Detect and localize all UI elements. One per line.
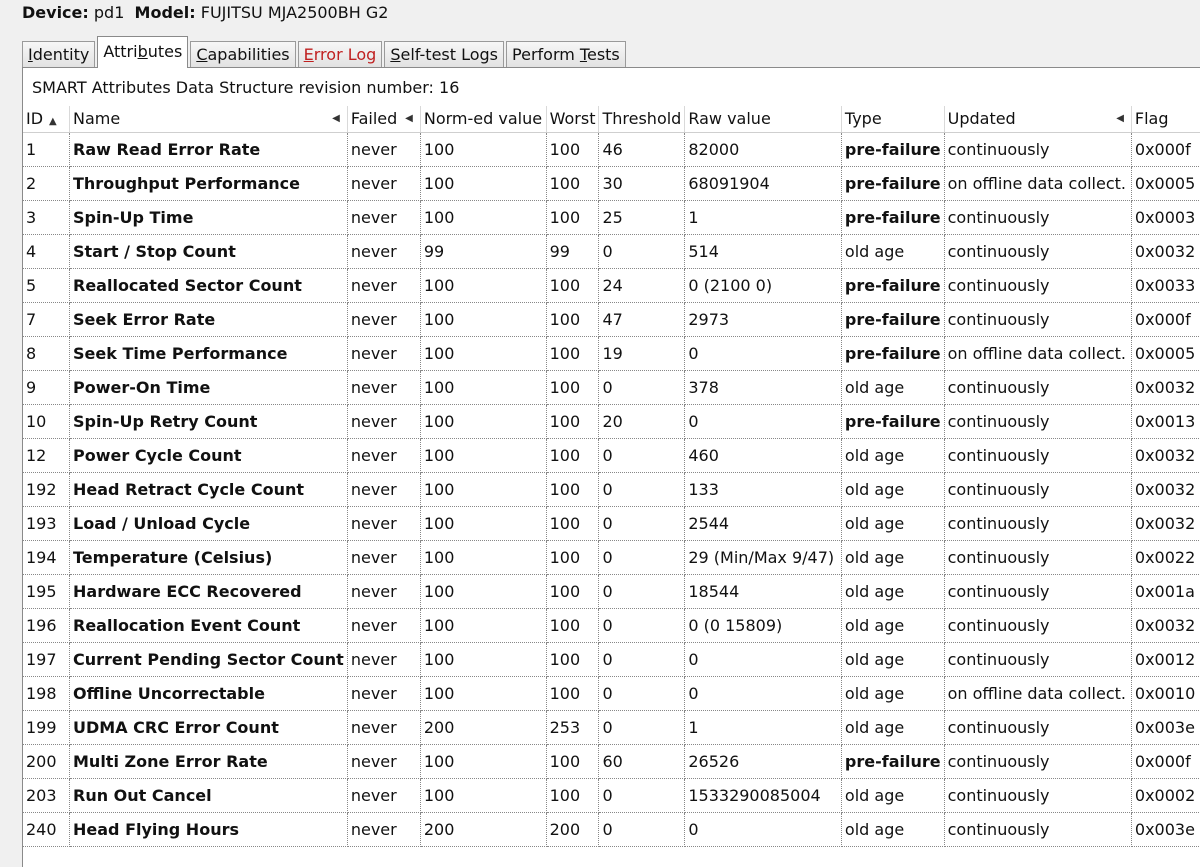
cell-worst: 253 [546,710,599,744]
tab-attributes-label-pre: Attri [103,42,138,61]
cell-normed: 100 [420,608,546,642]
attributes-table [23,106,1200,847]
tab-error-log-label-mnemonic: E [303,45,314,64]
tab-perform-tests-label-pre: Perform [512,45,580,64]
table-row[interactable] [23,540,1200,574]
cell-worst: 100 [546,540,599,574]
cell-worst: 100 [546,506,599,540]
cell-id: 9 [23,370,70,404]
cell-updated: continuously [944,778,1131,812]
table-row[interactable] [23,302,1200,336]
tab-self-test-logs-label-post: elf-test Logs [400,45,499,64]
table-row[interactable] [23,744,1200,778]
cell-id: 195 [23,574,70,608]
cell-name: Load / Unload Cycle [70,506,348,540]
cell-updated: on offline data collect. [944,336,1131,370]
device-header [22,2,388,24]
cell-normed: 100 [420,370,546,404]
tab-perform-tests-label-post: ests [586,45,620,64]
cell-threshold: 0 [599,540,685,574]
model-label: Model: [134,3,196,22]
cell-normed: 100 [420,336,546,370]
table-row[interactable] [23,166,1200,200]
table-row[interactable] [23,200,1200,234]
cell-name: Raw Read Error Rate [70,132,348,166]
cell-name: Power-On Time [70,370,348,404]
cell-name: Start / Stop Count [70,234,348,268]
cell-flag: 0x003e [1131,710,1200,744]
tab-error-log[interactable] [298,41,383,67]
cell-threshold: 20 [599,404,685,438]
table-row[interactable] [23,778,1200,812]
cell-failed: never [347,438,420,472]
cell-failed: never [347,710,420,744]
cell-name: Reallocated Sector Count [70,268,348,302]
cell-type: old age [841,642,944,676]
cell-raw: 0 [685,676,842,710]
cell-updated: continuously [944,438,1131,472]
cell-worst: 200 [546,812,599,846]
cell-updated: continuously [944,302,1131,336]
cell-threshold: 0 [599,778,685,812]
cell-type: old age [841,506,944,540]
cell-normed: 100 [420,472,546,506]
cell-flag: 0x0032 [1131,438,1200,472]
cell-threshold: 0 [599,812,685,846]
cell-name: Hardware ECC Recovered [70,574,348,608]
cell-type: pre-failure [841,200,944,234]
cell-name: Temperature (Celsius) [70,540,348,574]
cell-name: UDMA CRC Error Count [70,710,348,744]
cell-failed: never [347,234,420,268]
table-row[interactable] [23,506,1200,540]
col-header-id[interactable] [23,106,70,132]
cell-threshold: 46 [599,132,685,166]
cell-worst: 100 [546,166,599,200]
cell-type: pre-failure [841,336,944,370]
cell-raw: 0 [685,812,842,846]
cell-flag: 0x0012 [1131,642,1200,676]
cell-updated: continuously [944,200,1131,234]
cell-type: pre-failure [841,404,944,438]
cell-failed: never [347,370,420,404]
col-header-updated[interactable] [944,106,1131,132]
cell-flag: 0x0032 [1131,370,1200,404]
cell-flag: 0x0032 [1131,506,1200,540]
cell-updated: continuously [944,268,1131,302]
cell-flag: 0x000f [1131,302,1200,336]
cell-worst: 100 [546,268,599,302]
tab-identity-label-mnemonic: I [28,45,33,64]
tab-capabilities[interactable] [190,41,295,67]
tab-strip [22,35,628,67]
cell-failed: never [347,472,420,506]
cell-flag: 0x0005 [1131,336,1200,370]
cell-threshold: 0 [599,506,685,540]
device-value: pd1 [93,3,125,22]
cell-type: old age [841,710,944,744]
cell-raw: 18544 [685,574,842,608]
cell-id: 192 [23,472,70,506]
cell-flag: 0x0022 [1131,540,1200,574]
cell-threshold: 0 [599,438,685,472]
cell-name: Throughput Performance [70,166,348,200]
left-arrow-icon: ◀ [405,113,413,125]
table-row[interactable] [23,370,1200,404]
cell-threshold: 0 [599,676,685,710]
cell-failed: never [347,744,420,778]
tab-perform-tests[interactable] [506,41,626,67]
cell-failed: never [347,608,420,642]
col-header-updated-label: Updated [947,109,1016,129]
cell-type: old age [841,778,944,812]
cell-name: Head Retract Cycle Count [70,472,348,506]
cell-raw: 133 [685,472,842,506]
cell-updated: continuously [944,540,1131,574]
cell-normed: 100 [420,778,546,812]
cell-worst: 100 [546,370,599,404]
cell-type: pre-failure [841,166,944,200]
cell-id: 240 [23,812,70,846]
cell-id: 3 [23,200,70,234]
cell-type: old age [841,608,944,642]
cell-failed: never [347,506,420,540]
cell-failed: never [347,166,420,200]
cell-raw: 29 (Min/Max 9/47) [685,540,842,574]
cell-raw: 2544 [685,506,842,540]
cell-updated: on offline data collect. [944,676,1131,710]
table-row[interactable] [23,642,1200,676]
tab-self-test-logs-label-mnemonic: S [390,45,401,64]
cell-normed: 100 [420,268,546,302]
cell-raw: 2973 [685,302,842,336]
cell-worst: 100 [546,200,599,234]
tab-attributes-label-post: utes [147,42,183,61]
cell-name: Power Cycle Count [70,438,348,472]
cell-worst: 100 [546,608,599,642]
cell-worst: 100 [546,302,599,336]
table-row[interactable] [23,404,1200,438]
cell-updated: continuously [944,710,1131,744]
col-header-threshold[interactable]: Threshold [599,106,685,132]
table-row[interactable] [23,234,1200,268]
cell-threshold: 0 [599,370,685,404]
cell-id: 203 [23,778,70,812]
cell-updated: continuously [944,404,1131,438]
cell-raw: 0 (2100 0) [685,268,842,302]
cell-flag: 0x0005 [1131,166,1200,200]
cell-worst: 99 [546,234,599,268]
cell-flag: 0x0032 [1131,472,1200,506]
cell-type: old age [841,676,944,710]
cell-raw: 0 [685,642,842,676]
table-row[interactable] [23,132,1200,166]
cell-failed: never [347,574,420,608]
cell-normed: 100 [420,200,546,234]
cell-name: Head Flying Hours [70,812,348,846]
cell-raw: 514 [685,234,842,268]
col-header-type[interactable]: Type [841,106,944,132]
cell-raw: 26526 [685,744,842,778]
cell-type: old age [841,234,944,268]
cell-updated: continuously [944,132,1131,166]
cell-updated: continuously [944,744,1131,778]
tab-error-log-label-post: rror Log [313,45,377,64]
cell-threshold: 24 [599,268,685,302]
tab-perform-tests-label-mnemonic: T [579,45,587,64]
cell-threshold: 0 [599,642,685,676]
cell-updated: continuously [944,506,1131,540]
cell-raw: 82000 [685,132,842,166]
cell-worst: 100 [546,438,599,472]
table-row[interactable] [23,336,1200,370]
cell-worst: 100 [546,778,599,812]
cell-id: 7 [23,302,70,336]
cell-id: 196 [23,608,70,642]
cell-name: Seek Time Performance [70,336,348,370]
table-row[interactable] [23,574,1200,608]
cell-failed: never [347,642,420,676]
cell-flag: 0x000f [1131,132,1200,166]
cell-type: pre-failure [841,744,944,778]
cell-id: 5 [23,268,70,302]
tab-identity[interactable] [22,41,95,67]
cell-flag: 0x0032 [1131,608,1200,642]
tab-attributes-label-mnemonic: b [137,42,148,61]
cell-worst: 100 [546,336,599,370]
cell-raw: 1533290085004 [685,778,842,812]
cell-type: pre-failure [841,132,944,166]
cell-id: 194 [23,540,70,574]
device-label: Device: [22,3,89,22]
cell-updated: continuously [944,608,1131,642]
cell-id: 12 [23,438,70,472]
cell-raw: 0 (0 15809) [685,608,842,642]
cell-failed: never [347,336,420,370]
cell-raw: 1 [685,200,842,234]
cell-normed: 100 [420,540,546,574]
cell-name: Seek Error Rate [70,302,348,336]
cell-failed: never [347,268,420,302]
cell-normed: 100 [420,506,546,540]
cell-failed: never [347,778,420,812]
cell-id: 1 [23,132,70,166]
cell-updated: continuously [944,234,1131,268]
cell-worst: 100 [546,642,599,676]
col-header-failed-label: Failed [350,109,398,129]
cell-flag: 0x0002 [1131,778,1200,812]
cell-id: 199 [23,710,70,744]
cell-flag: 0x0010 [1131,676,1200,710]
cell-type: pre-failure [841,302,944,336]
cell-normed: 100 [420,132,546,166]
cell-type: old age [841,370,944,404]
cell-type: pre-failure [841,268,944,302]
cell-id: 197 [23,642,70,676]
cell-threshold: 0 [599,574,685,608]
cell-id: 198 [23,676,70,710]
cell-normed: 100 [420,642,546,676]
header-row [23,106,1200,132]
cell-normed: 100 [420,438,546,472]
cell-flag: 0x0032 [1131,234,1200,268]
cell-name: Offline Uncorrectable [70,676,348,710]
col-header-id-label: ID [26,109,44,129]
cell-type: old age [841,812,944,846]
cell-updated: continuously [944,574,1131,608]
cell-name: Current Pending Sector Count [70,642,348,676]
cell-threshold: 30 [599,166,685,200]
cell-updated: on offline data collect. [944,166,1131,200]
col-header-name-label: Name [73,109,121,129]
cell-flag: 0x001a [1131,574,1200,608]
cell-threshold: 0 [599,234,685,268]
cell-worst: 100 [546,574,599,608]
cell-normed: 100 [420,302,546,336]
sort-ascending-icon: ▲ [49,116,57,128]
cell-updated: continuously [944,370,1131,404]
cell-name: Spin-Up Retry Count [70,404,348,438]
cell-name: Multi Zone Error Rate [70,744,348,778]
cell-raw: 1 [685,710,842,744]
cell-normed: 100 [420,744,546,778]
cell-threshold: 0 [599,710,685,744]
tab-capabilities-label-mnemonic: C [196,45,208,64]
cell-name: Reallocation Event Count [70,608,348,642]
table-row[interactable] [23,812,1200,846]
cell-worst: 100 [546,744,599,778]
cell-raw: 68091904 [685,166,842,200]
cell-updated: continuously [944,642,1131,676]
model-value: FUJITSU MJA2500BH G2 [200,3,389,22]
cell-flag: 0x0003 [1131,200,1200,234]
cell-threshold: 19 [599,336,685,370]
cell-worst: 100 [546,132,599,166]
col-header-failed[interactable] [347,106,420,132]
cell-flag: 0x0033 [1131,268,1200,302]
cell-worst: 100 [546,676,599,710]
tab-attributes[interactable] [97,36,188,68]
cell-type: old age [841,438,944,472]
table-row[interactable] [23,438,1200,472]
cell-type: old age [841,472,944,506]
cell-threshold: 0 [599,472,685,506]
cell-normed: 100 [420,574,546,608]
tab-self-test-logs[interactable] [384,41,504,67]
cell-worst: 100 [546,472,599,506]
cell-flag: 0x000f [1131,744,1200,778]
cell-normed: 200 [420,710,546,744]
tab-identity-label-post: dentity [32,45,90,64]
cell-failed: never [347,200,420,234]
cell-failed: never [347,132,420,166]
cell-raw: 0 [685,336,842,370]
tab-capabilities-label-post: apabilities [207,45,290,64]
table-row[interactable] [23,676,1200,710]
cell-threshold: 60 [599,744,685,778]
left-arrow-icon: ◀ [332,113,340,125]
cell-normed: 100 [420,404,546,438]
cell-normed: 200 [420,812,546,846]
col-header-flag[interactable]: Flag [1131,106,1200,132]
cell-failed: never [347,302,420,336]
col-header-raw[interactable]: Raw value [685,106,842,132]
cell-normed: 99 [420,234,546,268]
cell-id: 2 [23,166,70,200]
cell-failed: never [347,404,420,438]
col-header-worst[interactable]: Worst [546,106,599,132]
cell-type: old age [841,574,944,608]
cell-name: Run Out Cancel [70,778,348,812]
cell-threshold: 47 [599,302,685,336]
cell-threshold: 0 [599,608,685,642]
cell-updated: continuously [944,472,1131,506]
cell-failed: never [347,676,420,710]
cell-flag: 0x0013 [1131,404,1200,438]
cell-name: Spin-Up Time [70,200,348,234]
cell-flag: 0x003e [1131,812,1200,846]
cell-worst: 100 [546,404,599,438]
table-row[interactable] [23,268,1200,302]
cell-threshold: 25 [599,200,685,234]
col-header-normed[interactable]: Norm-ed value [420,106,546,132]
col-header-name[interactable] [70,106,348,132]
table-row[interactable] [23,710,1200,744]
attributes-panel [22,67,1200,867]
table-row[interactable] [23,608,1200,642]
cell-id: 10 [23,404,70,438]
cell-raw: 378 [685,370,842,404]
revision-text: SMART Attributes Data Structure revision number: 16 [32,78,460,97]
cell-id: 200 [23,744,70,778]
cell-normed: 100 [420,166,546,200]
attributes-table-body [23,132,1200,846]
cell-type: old age [841,540,944,574]
cell-updated: continuously [944,812,1131,846]
left-arrow-icon: ◀ [1116,113,1124,125]
cell-normed: 100 [420,676,546,710]
cell-raw: 460 [685,438,842,472]
cell-failed: never [347,540,420,574]
cell-failed: never [347,812,420,846]
table-row[interactable] [23,472,1200,506]
cell-raw: 0 [685,404,842,438]
cell-id: 4 [23,234,70,268]
cell-id: 193 [23,506,70,540]
cell-id: 8 [23,336,70,370]
